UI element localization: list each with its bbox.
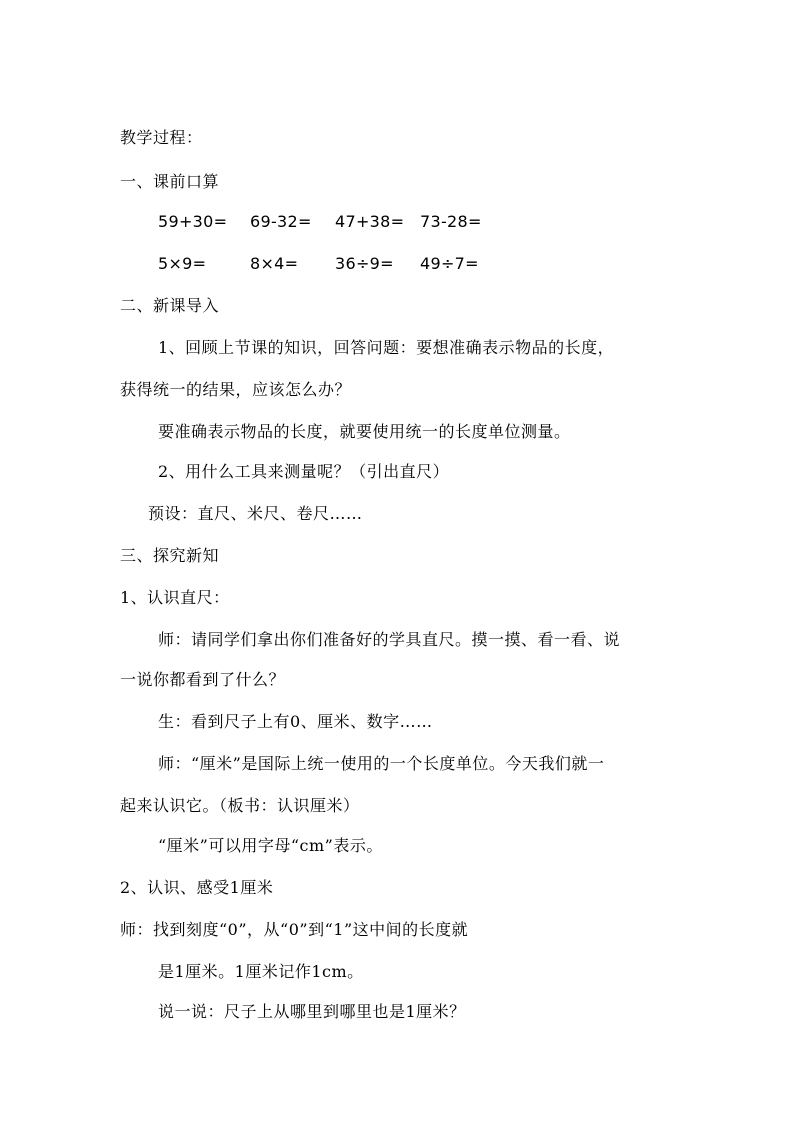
paragraph-line: 2、用什么工具来测量呢？（引出直尺）	[158, 462, 450, 481]
paragraph-line: 要准确表示物品的长度，就要使用统一的长度单位测量。	[158, 422, 571, 441]
section-3-title: 三、探究新知	[120, 546, 220, 565]
math-problem: 5×9=	[158, 254, 207, 273]
math-problem: 59+30=	[158, 212, 228, 231]
math-problem: 73-28=	[420, 212, 482, 231]
paragraph-line: 说一说：尺子上从哪里到哪里也是1厘米？	[158, 1002, 466, 1021]
paragraph-line: 师：找到刻度“0”，从“0”到“1”这中间的长度就	[120, 920, 469, 939]
paragraph-line: 师：“厘米”是国际上统一使用的一个长度单位。今天我们就一	[158, 754, 605, 773]
paragraph-line: 获得统一的结果，应该怎么办？	[120, 380, 352, 399]
subsection-title: 2、认识、感受1厘米	[120, 878, 274, 897]
math-problem: 47+38=	[335, 212, 405, 231]
section-2-title: 二、新课导入	[120, 296, 220, 315]
paragraph-line: 师：请同学们拿出你们准备好的学具直尺。摸一摸、看一看、说	[158, 630, 621, 649]
lesson-heading: 教学过程：	[120, 128, 203, 147]
paragraph-line: 生：看到尺子上有0、厘米、数字……	[158, 712, 433, 731]
paragraph-line: 是1厘米。1厘米记作1cm。	[158, 962, 364, 981]
section-1-title: 一、课前口算	[120, 172, 220, 191]
paragraph-line: 起来认识它。（板书：认识厘米）	[120, 796, 360, 815]
paragraph-line: “厘米”可以用字母“cm”表示。	[158, 836, 383, 855]
paragraph-line: 预设：直尺、米尺、卷尺……	[148, 504, 363, 523]
math-problem: 8×4=	[250, 254, 299, 273]
subsection-title: 1、认识直尺：	[120, 588, 230, 607]
math-problem: 36÷9=	[335, 254, 394, 273]
paragraph-line: 一说你都看到了什么？	[120, 670, 286, 689]
math-problem: 49÷7=	[420, 254, 479, 273]
paragraph-line: 1、回顾上节课的知识，回答问题：要想准确表示物品的长度，	[158, 338, 615, 357]
math-problem: 69-32=	[250, 212, 312, 231]
